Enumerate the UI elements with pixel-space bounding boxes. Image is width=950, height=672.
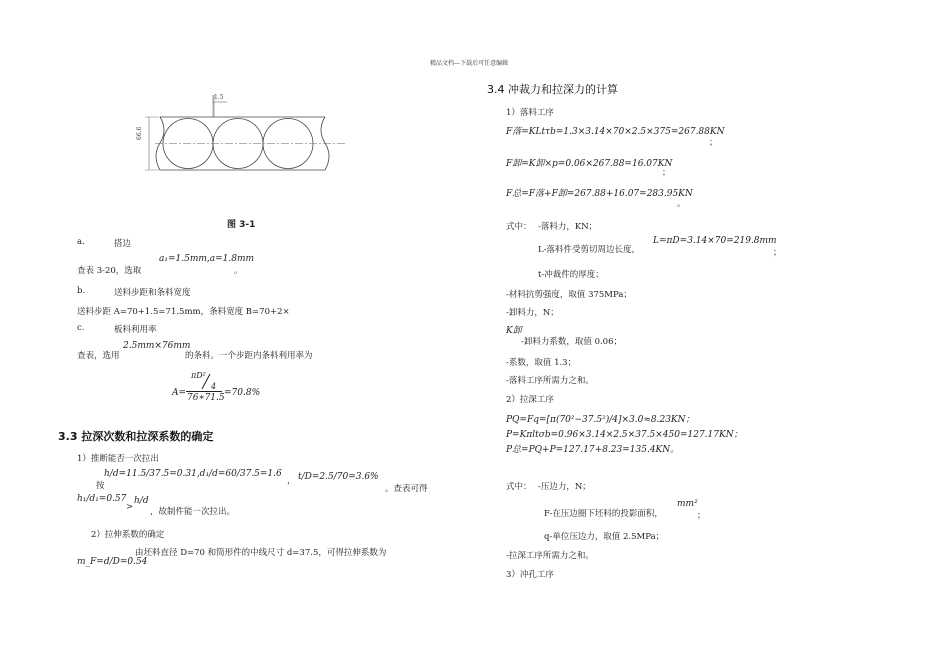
eta-rhs: =70.8%: [224, 388, 261, 398]
vwhere-4: -拉深工序所需力之和。: [506, 551, 594, 561]
where-prefix-1: 式中：: [506, 222, 532, 232]
strip-layout-figure: [135, 90, 350, 180]
where-3: t-冲裁件的厚度；: [538, 270, 604, 280]
vwhere-2-end: ；: [697, 511, 706, 521]
eta-numerator: πD²: [191, 371, 206, 380]
item-c-label: c.: [77, 323, 85, 333]
item-a-prefix: 查表 3-20，选取: [77, 266, 142, 276]
formula-s1-2: t/D=2.5/70=3.6%: [298, 472, 379, 482]
step-1: 1）推断能否一次拉出: [77, 454, 159, 464]
step-1-conclusion: ，故制件能一次拉出。: [150, 507, 236, 517]
eta-fraction-bar: [186, 391, 222, 392]
item-a-label: a.: [77, 237, 85, 247]
item-c-prefix: 查表，选用: [77, 351, 120, 361]
formula-f2: F卸=K卸×p=0.06×267.88=16.07KN: [506, 159, 673, 169]
r-step-3: 3）冲孔工序: [506, 570, 554, 580]
eta-numerator-4: 4: [211, 382, 217, 391]
formula-g1: PQ=Fq=[π(70²−37.5²)/4]×3.0≈8.23KN；: [506, 415, 695, 425]
step-2: 2）拉伸系数的确定: [91, 530, 165, 540]
eta-lhs: A=: [172, 388, 187, 398]
step-1-end: 。查表可得: [385, 484, 428, 494]
vwhere-1: -压边力，N；: [538, 482, 591, 492]
item-a-end: 。: [234, 266, 243, 276]
eta-denominator: 76∗71.5: [187, 393, 225, 403]
page-header: 精品文档---下载后可任意编辑: [430, 60, 509, 67]
formula-s1-3: h₁/d₁=0.57: [77, 494, 127, 504]
where-6-k: K卸: [506, 326, 522, 336]
item-b-label: b.: [77, 286, 86, 296]
formula-f3-end: 。: [677, 199, 686, 209]
vwhere-2: F-在压边圈下坯料的投影面积，: [544, 509, 663, 519]
formula-s1-4: h/d: [134, 496, 149, 506]
formula-g2: P=Kπltσb=0.96×3.14×2.5×37.5×450=127.17KN；: [506, 430, 743, 440]
vwhere-3: q-单位压边力，取值 2.5MPa；: [544, 532, 665, 542]
step-1-gt: >: [126, 502, 134, 512]
formula-f2-end: ；: [662, 168, 671, 178]
formula-f3: F总=F落+F卸=267.88+16.07=283.95KN: [506, 189, 693, 199]
where-7: -系数，取值 1.3；: [506, 358, 577, 368]
where-6: -卸料力系数，取值 0.06；: [521, 337, 623, 347]
formula-s1-1: h/d=11.5/37.5=0.31,d₁/d=60/37.5=1.6: [104, 469, 282, 479]
r-step-2: 2）拉深工序: [506, 395, 554, 405]
formula-f1: F落=KLtτb=1.3×3.14×70×2.5×375=267.88KN: [506, 127, 725, 137]
where-prefix-2: 式中：: [506, 482, 532, 492]
formula-a: a₁=1.5mm,a=1.8mm: [159, 254, 255, 264]
step-1-comma: ，: [287, 476, 296, 486]
where-1: -落料力，KN；: [538, 222, 598, 232]
where-2-formula: L=πD=3.14×70=219.8mm: [653, 236, 777, 246]
r-step-1: 1）落料工序: [506, 108, 554, 118]
item-c-title: 板料利用率: [114, 325, 157, 335]
dim-label-top: 1.5: [214, 94, 224, 101]
section-3-4-heading: 3.4 冲裁力和拉深力的计算: [487, 83, 618, 96]
formula-s2: m_F=d/D=0.54: [77, 557, 148, 567]
vwhere-2-unit: mm²: [677, 499, 698, 509]
where-8: -落料工序所需力之和。: [506, 376, 594, 386]
formula-f1-end: ；: [709, 138, 718, 148]
item-a-title: 搭边: [114, 239, 132, 249]
item-b-text: 送料步距 A=70+1.5=71.5mm，条料宽度 B=70+2×: [77, 307, 290, 317]
where-5: -卸料力，N；: [506, 308, 559, 318]
where-2-end: ；: [773, 248, 782, 258]
item-c-suffix: 的条料。一个步距内条料利用率为: [185, 351, 313, 361]
step-1-an: 按: [96, 481, 105, 491]
formula-g3: P总=PQ+P=127.17+8.23=135.4KN。: [506, 445, 680, 455]
formula-c: 2.5mm×76mm: [123, 341, 191, 351]
dim-label-side: 66.6: [136, 126, 143, 140]
where-2: L-落料件受剪切周边长度，: [538, 245, 641, 255]
figure-caption: 图 3-1: [227, 220, 256, 230]
section-3-3-heading: 3.3 拉深次数和拉深系数的确定: [58, 430, 214, 443]
step-2-text: 由坯料直径 D=70 和筒形件的中线尺寸 d=37.5，可得拉伸系数为: [135, 548, 387, 558]
item-b-title: 送料步距和条料宽度: [114, 288, 191, 298]
where-4: -材料抗剪强度，取值 375MPa；: [506, 290, 632, 300]
